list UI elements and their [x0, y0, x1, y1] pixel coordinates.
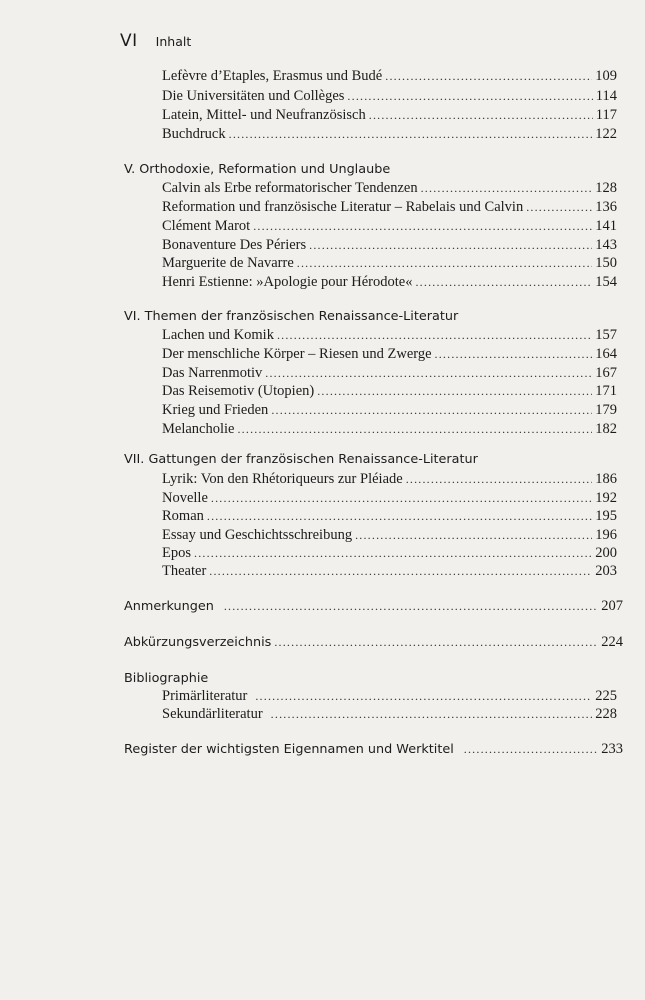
toc-entry [162, 344, 617, 364]
dot-leader [207, 506, 592, 526]
toc-entry-page: 200 [595, 545, 617, 561]
dot-leader [209, 561, 592, 581]
chapter-heading: V. Orthodoxie, Reformation und Unglaube [124, 162, 391, 177]
toc-entry-page: 192 [595, 490, 617, 506]
dot-leader [274, 632, 598, 652]
dot-leader [211, 488, 592, 508]
dot-leader [297, 253, 592, 273]
toc-entry-title: Lachen und Komik [162, 327, 274, 343]
toc-entry-page: 150 [595, 255, 617, 271]
dot-leader [277, 325, 592, 345]
page-number: VI [120, 31, 138, 51]
toc-entry-title: Novelle [162, 490, 208, 506]
toc-entry [162, 363, 617, 383]
toc-entry [162, 197, 617, 217]
toc-entry [162, 543, 617, 563]
toc-entry [162, 235, 617, 255]
dot-leader [369, 105, 593, 125]
toc-entry [162, 561, 617, 581]
toc-entry-title: Essay und Geschichtsschreibung [162, 527, 353, 543]
dot-leader [415, 272, 592, 292]
dot-leader [526, 197, 592, 217]
dot-leader [271, 400, 592, 420]
toc-entry-page: 109 [595, 68, 617, 84]
dot-leader [237, 419, 592, 439]
toc-entry-title: Primärliteratur [162, 688, 248, 704]
toc-entry-title: Das Narrenmotiv [162, 365, 263, 381]
toc-entry-title: Roman [162, 508, 204, 524]
toc-entry-page: 114 [595, 88, 617, 104]
toc-entry [162, 525, 617, 545]
toc-entry-title: Lyrik: Von den Rhétoriqueurs zur Pléiade [162, 471, 403, 487]
toc-entry-page: 167 [595, 365, 617, 381]
toc-entry [162, 105, 617, 125]
toc-entry [162, 66, 617, 86]
toc-entry-title: Epos [162, 545, 191, 561]
toc-entry-page: 117 [595, 107, 617, 123]
toc-entry-page: 233 [601, 741, 623, 757]
toc-entry-title: Calvin als Erbe reformatorischer Tendenzen [162, 180, 418, 196]
dot-leader [464, 739, 598, 759]
toc-entry-title: Anmerkungen [124, 599, 214, 614]
toc-entry-page: 157 [595, 327, 617, 343]
toc-entry-title: Theater [162, 563, 207, 579]
toc-entry-page: 228 [595, 706, 617, 722]
dot-leader [271, 704, 593, 724]
toc-entry-page: 203 [595, 563, 617, 579]
toc-entry-page: 154 [595, 274, 617, 290]
toc-entry-abkuerzungsverzeichnis [124, 632, 623, 652]
toc-entry-title: Die Universitäten und Collèges [162, 88, 345, 104]
toc-entry-title: Reformation und französische Literatur – Rabelais und Calvin [162, 199, 524, 215]
dot-leader [347, 86, 592, 106]
toc-entry-page: 207 [601, 598, 623, 614]
toc-entry-page: 141 [595, 218, 617, 234]
toc-entry [162, 488, 617, 508]
toc-entry-title: Latein, Mittel- und Neufranzösisch [162, 107, 366, 123]
toc-entry [162, 686, 617, 706]
toc-entry [162, 506, 617, 526]
dot-leader [229, 124, 593, 144]
toc-entry-register [124, 739, 623, 759]
dot-leader [253, 216, 592, 236]
toc-entry-page: 179 [595, 402, 617, 418]
toc-entry [162, 325, 617, 345]
toc-entry [162, 178, 617, 198]
toc-entry-title: Sekundärliteratur [162, 706, 263, 722]
toc-entry-page: 186 [595, 471, 617, 487]
chapter-heading: VI. Themen der französischen Renaissance-Literatur [124, 309, 459, 324]
toc-entry [162, 253, 617, 273]
toc-entry-title: Abkürzungsverzeichnis [124, 635, 272, 650]
toc-entry [162, 419, 617, 439]
toc-entry-title: Der menschliche Körper – Riesen und Zwerge [162, 346, 432, 362]
toc-entry [162, 124, 617, 144]
toc-entry-title: Krieg und Frieden [162, 402, 269, 418]
dot-leader [435, 344, 593, 364]
toc-entry-page: 164 [595, 346, 617, 362]
toc-entry [162, 216, 617, 236]
dot-leader [224, 596, 598, 616]
toc-entry [162, 381, 617, 401]
toc-entry-page: 225 [595, 688, 617, 704]
toc-entry-page: 143 [595, 237, 617, 253]
toc-entry-page: 136 [595, 199, 617, 215]
dot-leader [194, 543, 592, 563]
dot-leader [355, 525, 592, 545]
toc-entry [162, 400, 617, 420]
dot-leader [385, 66, 592, 86]
toc-entry-title: Das Reisemotiv (Utopien) [162, 383, 315, 399]
toc-entry-title: Melancholie [162, 421, 235, 437]
dot-leader [421, 178, 593, 198]
dot-leader [317, 381, 592, 401]
toc-entry [162, 469, 617, 489]
toc-entry-page: 122 [595, 126, 617, 142]
toc-entry-page: 196 [595, 527, 617, 543]
toc-entry [162, 704, 617, 724]
dot-leader [309, 235, 592, 255]
dot-leader [255, 686, 592, 706]
toc-entry-title: Clément Marot [162, 218, 251, 234]
chapter-heading: VII. Gattungen der französischen Renaissance-Literatur [124, 452, 478, 467]
dot-leader [406, 469, 593, 489]
toc-entry-page: 195 [595, 508, 617, 524]
toc-entry-title: Register der wichtigsten Eigennamen und Werktitel [124, 742, 454, 757]
toc-entry-title: Bonaventure Des Périers [162, 237, 307, 253]
toc-entry-page: 171 [595, 383, 617, 399]
dot-leader [265, 363, 592, 383]
running-title: Inhalt [155, 34, 192, 49]
toc-entry [162, 272, 617, 292]
page-header [120, 31, 191, 51]
toc-entry-page: 128 [595, 180, 617, 196]
toc-entry-title: Buchdruck [162, 126, 226, 142]
toc-entry-title: Henri Estienne: »Apologie pour Hérodote« [162, 274, 413, 290]
bibliographie-heading: Bibliographie [124, 671, 209, 686]
toc-entry-page: 224 [601, 634, 623, 650]
toc-entry-page: 182 [595, 421, 617, 437]
toc-entry-title: Lefèvre d’Etaples, Erasmus und Budé [162, 68, 383, 84]
toc-entry [162, 86, 617, 106]
toc-entry-anmerkungen [124, 596, 623, 616]
toc-entry-title: Marguerite de Navarre [162, 255, 294, 271]
